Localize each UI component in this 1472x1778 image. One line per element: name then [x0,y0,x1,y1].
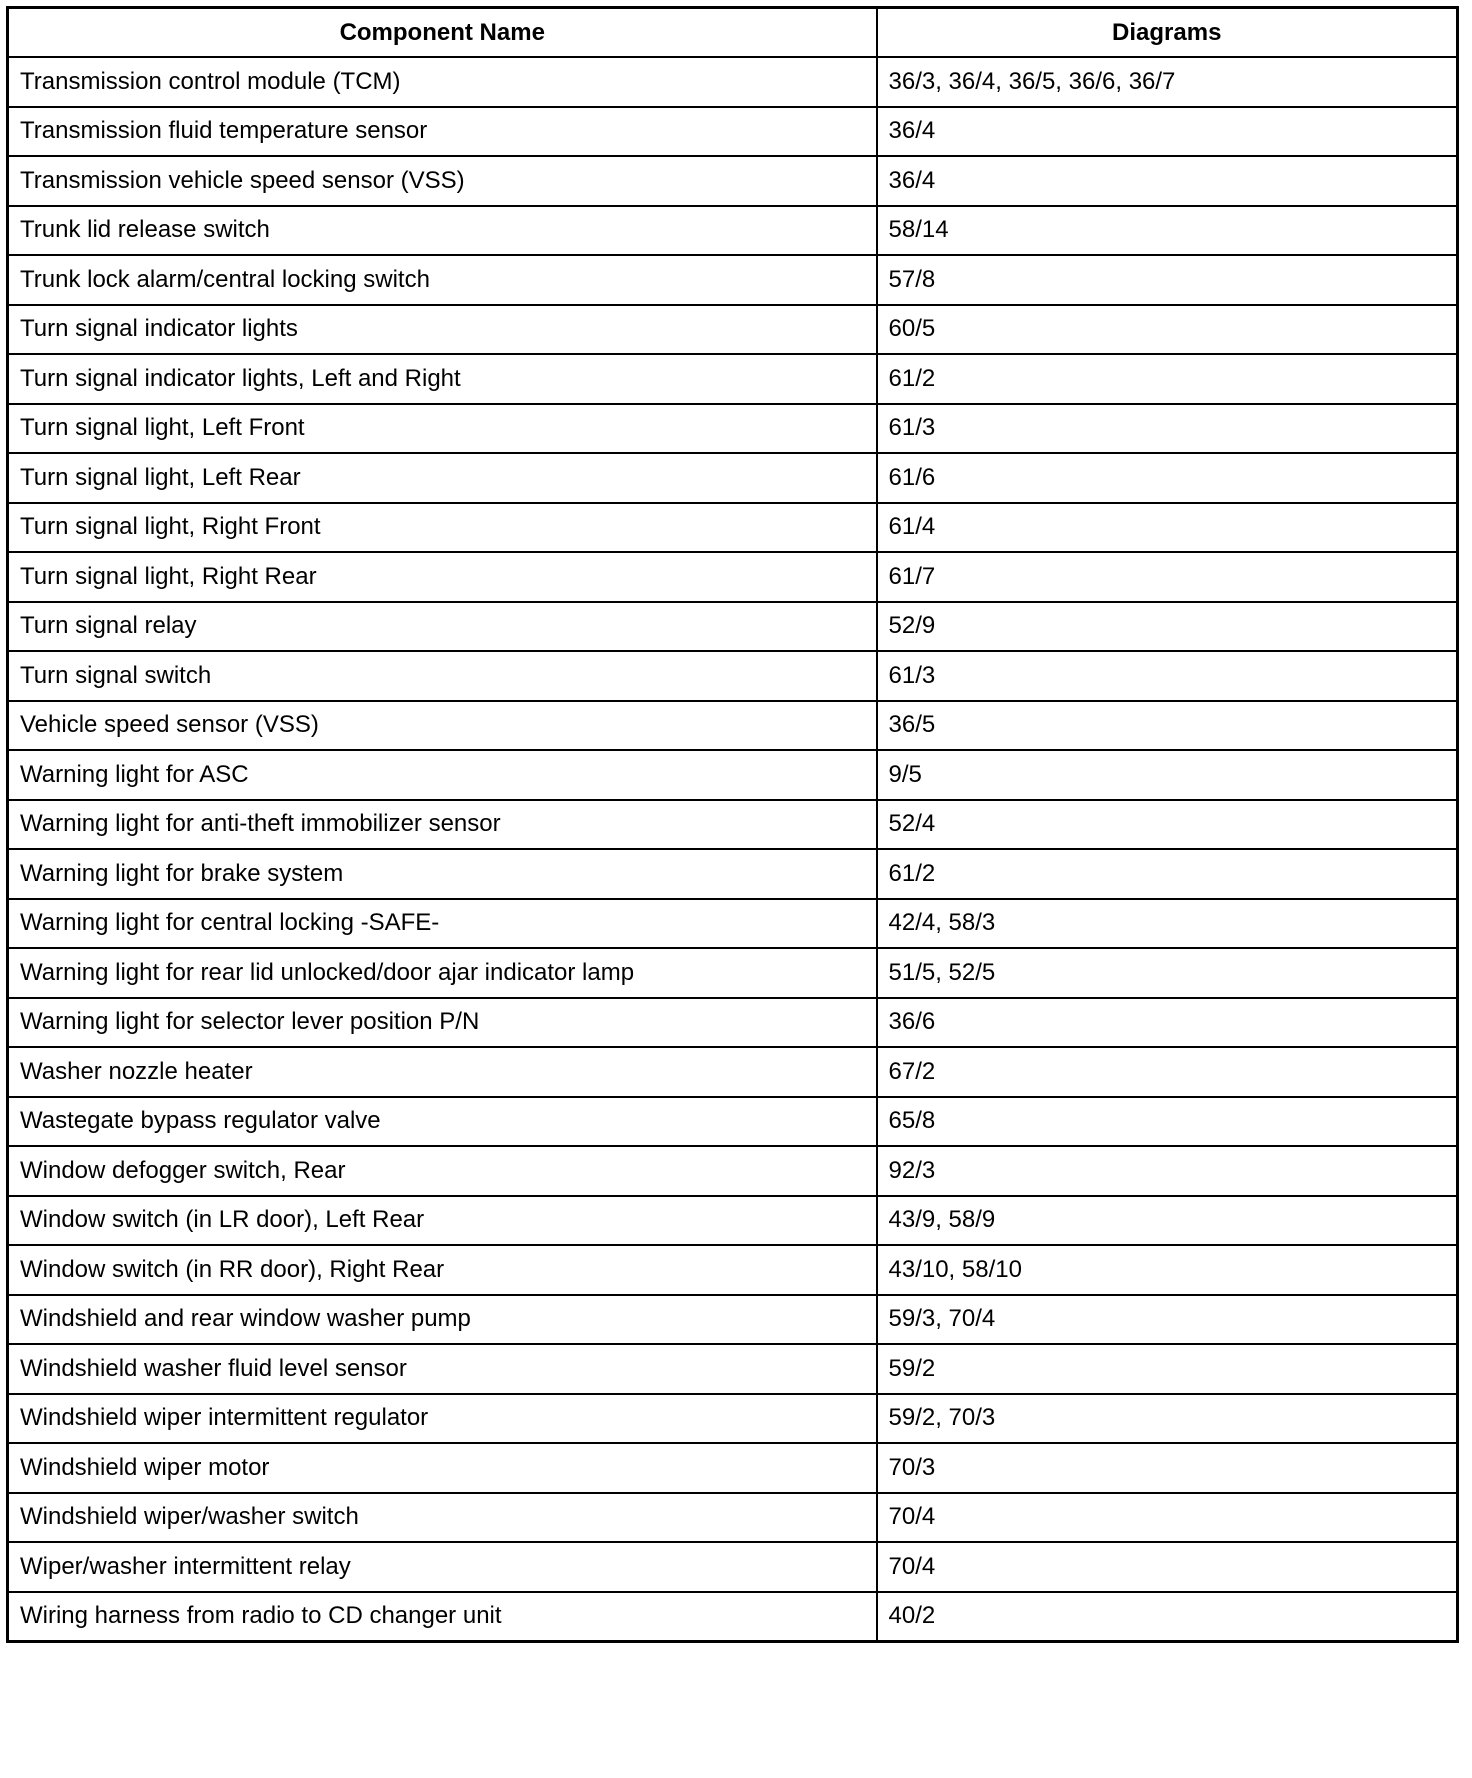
diagrams-cell: 40/2 [877,1592,1458,1642]
component-name-cell: Windshield wiper intermittent regulator [8,1394,877,1444]
table-row [8,1196,1458,1246]
component-name-cell: Turn signal light, Left Front [8,404,877,454]
table-row [8,57,1458,107]
diagrams-cell: 57/8 [877,255,1458,305]
table-row [8,1443,1458,1493]
component-name-cell: Turn signal switch [8,651,877,701]
table-row [8,552,1458,602]
table-row [8,156,1458,206]
component-name-cell: Wiper/washer intermittent relay [8,1542,877,1592]
table-row [8,701,1458,751]
diagrams-cell: 42/4, 58/3 [877,899,1458,949]
component-name-cell: Turn signal light, Right Front [8,503,877,553]
diagrams-cell: 70/4 [877,1542,1458,1592]
component-diagram-table [6,6,1459,1643]
column-header-component-name: Component Name [8,8,877,58]
diagrams-cell: 51/5, 52/5 [877,948,1458,998]
component-name-cell: Washer nozzle heater [8,1047,877,1097]
table-row [8,998,1458,1048]
diagrams-cell: 36/4 [877,156,1458,206]
component-name-cell: Warning light for selector lever position P/N [8,998,877,1048]
diagrams-cell: 61/2 [877,849,1458,899]
diagrams-cell: 70/3 [877,1443,1458,1493]
table-row [8,255,1458,305]
diagrams-cell: 9/5 [877,750,1458,800]
diagrams-cell: 61/4 [877,503,1458,553]
diagrams-cell: 36/6 [877,998,1458,1048]
diagrams-cell: 61/3 [877,404,1458,454]
diagrams-cell: 36/3, 36/4, 36/5, 36/6, 36/7 [877,57,1458,107]
document-page [6,6,1456,1766]
component-name-cell: Window switch (in RR door), Right Rear [8,1245,877,1295]
table-row [8,1245,1458,1295]
component-name-cell: Windshield and rear window washer pump [8,1295,877,1345]
component-name-cell: Turn signal light, Right Rear [8,552,877,602]
component-name-cell: Transmission vehicle speed sensor (VSS) [8,156,877,206]
component-name-cell: Vehicle speed sensor (VSS) [8,701,877,751]
table-row [8,899,1458,949]
component-name-cell: Windshield wiper motor [8,1443,877,1493]
table-row [8,948,1458,998]
diagrams-cell: 61/3 [877,651,1458,701]
table-row [8,750,1458,800]
component-name-cell: Turn signal relay [8,602,877,652]
component-name-cell: Trunk lid release switch [8,206,877,256]
diagrams-cell: 43/10, 58/10 [877,1245,1458,1295]
component-name-cell: Turn signal indicator lights, Left and Right [8,354,877,404]
component-name-cell: Warning light for anti-theft immobilizer sensor [8,800,877,850]
table-row [8,404,1458,454]
component-name-cell: Window switch (in LR door), Left Rear [8,1196,877,1246]
diagrams-cell: 67/2 [877,1047,1458,1097]
component-name-cell: Warning light for brake system [8,849,877,899]
component-name-cell: Wastegate bypass regulator valve [8,1097,877,1147]
table-row [8,1047,1458,1097]
component-name-cell: Turn signal indicator lights [8,305,877,355]
table-row [8,651,1458,701]
table-row [8,503,1458,553]
table-header-row [8,8,1458,58]
diagrams-cell: 65/8 [877,1097,1458,1147]
component-name-cell: Wiring harness from radio to CD changer unit [8,1592,877,1642]
table-row [8,1592,1458,1642]
table-row [8,849,1458,899]
component-name-cell: Window defogger switch, Rear [8,1146,877,1196]
table-row [8,107,1458,157]
diagrams-cell: 58/14 [877,206,1458,256]
component-name-cell: Turn signal light, Left Rear [8,453,877,503]
component-name-cell: Warning light for rear lid unlocked/door ajar indicator lamp [8,948,877,998]
component-name-cell: Transmission control module (TCM) [8,57,877,107]
diagrams-cell: 36/4 [877,107,1458,157]
table-row [8,1493,1458,1543]
table-row [8,453,1458,503]
diagrams-cell: 43/9, 58/9 [877,1196,1458,1246]
table-row [8,1146,1458,1196]
component-name-cell: Windshield wiper/washer switch [8,1493,877,1543]
diagrams-cell: 61/2 [877,354,1458,404]
table-row [8,305,1458,355]
component-name-cell: Warning light for ASC [8,750,877,800]
column-header-diagrams: Diagrams [877,8,1458,58]
diagrams-cell: 36/5 [877,701,1458,751]
component-name-cell: Windshield washer fluid level sensor [8,1344,877,1394]
diagrams-cell: 52/9 [877,602,1458,652]
diagrams-cell: 52/4 [877,800,1458,850]
diagrams-cell: 61/7 [877,552,1458,602]
component-name-cell: Warning light for central locking -SAFE- [8,899,877,949]
diagrams-cell: 60/5 [877,305,1458,355]
table-row [8,1394,1458,1444]
table-row [8,602,1458,652]
table-row [8,800,1458,850]
diagrams-cell: 61/6 [877,453,1458,503]
table-row [8,1542,1458,1592]
table-row [8,1295,1458,1345]
component-name-cell: Trunk lock alarm/central locking switch [8,255,877,305]
diagrams-cell: 59/3, 70/4 [877,1295,1458,1345]
diagrams-cell: 92/3 [877,1146,1458,1196]
table-row [8,206,1458,256]
table-row [8,1097,1458,1147]
table-row [8,1344,1458,1394]
table-body [8,57,1458,1641]
table-row [8,354,1458,404]
diagrams-cell: 59/2 [877,1344,1458,1394]
diagrams-cell: 70/4 [877,1493,1458,1543]
component-name-cell: Transmission fluid temperature sensor [8,107,877,157]
diagrams-cell: 59/2, 70/3 [877,1394,1458,1444]
